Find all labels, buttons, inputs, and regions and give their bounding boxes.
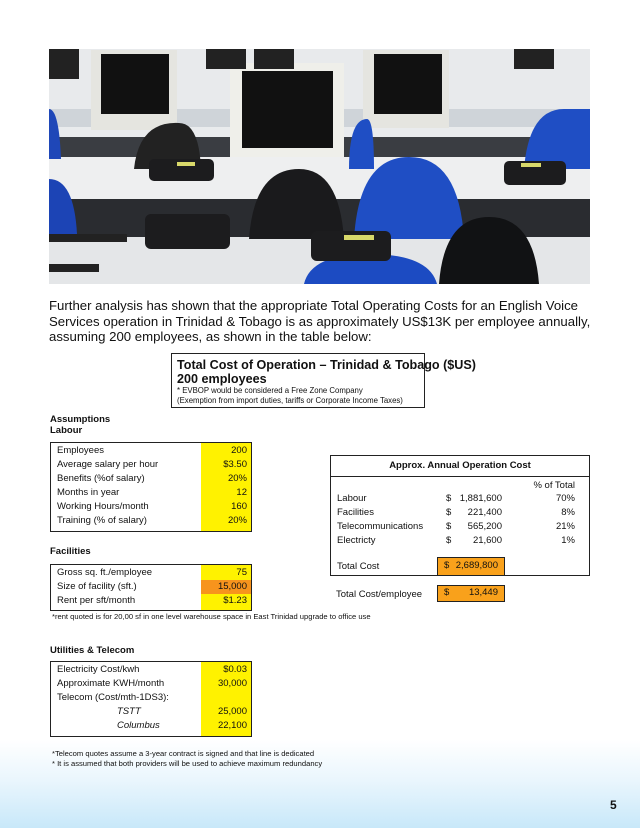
employee-count-subtitle: 200 employees — [177, 372, 267, 386]
per-employee-box — [437, 585, 505, 602]
cost-value: 565,200 — [467, 521, 502, 532]
row-label: Electricity Cost/kwh — [57, 664, 140, 675]
cost-title: Total Cost of Operation – Trinidad & Tobago ($US) — [177, 358, 476, 372]
table-row — [51, 472, 251, 486]
cost-title-box — [171, 353, 476, 408]
currency-symbol: $ — [446, 507, 452, 518]
facilities-table — [50, 564, 252, 611]
table-row — [51, 663, 251, 677]
telecom-note: *Telecom quotes assume a 3-year contract is signed and that line is dedicated — [52, 749, 315, 758]
currency-symbol: $ — [444, 587, 450, 598]
row-value: 160 — [231, 501, 247, 512]
assumptions-heading: Assumptions — [50, 414, 111, 425]
table-row — [51, 594, 251, 608]
row-value: 12 — [236, 487, 247, 498]
exemption-note: (Exemption from import duties, tariffs or Corporate Income Taxes) — [177, 396, 403, 405]
cost-pct: 70% — [555, 493, 575, 504]
cost-pct: 1% — [561, 535, 575, 546]
row-value: 200 — [231, 445, 247, 456]
row-value: $0.03 — [223, 664, 247, 675]
table-row — [51, 444, 251, 458]
free-zone-note: * EVBOP would be considered a Free Zone Company — [177, 386, 363, 395]
row-label: Telecom (Cost/mth-1DS3): — [57, 692, 169, 703]
row-value: 30,000 — [217, 678, 247, 689]
rent-note: *rent quoted is for 20,00 sf in one level warehouse space in East Trinidad upgrade to office use — [52, 612, 371, 621]
pct-header-row — [331, 479, 589, 493]
total-cost-value: 2,689,800 — [455, 560, 498, 571]
row-label: Months in year — [57, 487, 120, 498]
row-label: Gross sq. ft./employee — [57, 567, 153, 578]
labour-heading: Labour — [50, 425, 83, 436]
cost-label: Electricty — [337, 535, 376, 546]
cost-value: 21,600 — [472, 535, 502, 546]
currency-symbol: $ — [446, 521, 452, 532]
row-label: Approximate KWH/month — [57, 678, 165, 689]
row-label: Average salary per hour — [57, 459, 159, 470]
row-label: Rent per sft/month — [57, 595, 136, 606]
facilities-heading: Facilities — [50, 546, 91, 557]
per-employee-label: Total Cost/employee — [336, 589, 423, 600]
total-cost-box — [437, 557, 505, 576]
table-row — [51, 500, 251, 514]
table-row — [51, 486, 251, 500]
intro-paragraph: Further analysis has shown that the appropriate Total Operating Costs for an English Voice Services operation in Trinidad & Tobago is as approximately US$13K per employee annually, assuming 200 employees, as shown in the table below: — [49, 298, 591, 344]
currency-symbol: $ — [446, 493, 452, 504]
row-value: $1.23 — [223, 595, 247, 606]
table-row — [331, 534, 589, 548]
cost-pct: 21% — [555, 521, 575, 532]
row-label: Columbus — [117, 720, 160, 731]
per-employee-value: 13,449 — [468, 587, 498, 598]
row-label: Working Hours/month — [57, 501, 149, 512]
table-row — [51, 566, 251, 580]
row-label: Employees — [57, 445, 104, 456]
labour-table — [50, 442, 252, 532]
table-row — [51, 677, 251, 691]
redundancy-note: * It is assumed that both providers will be used to achieve maximum redundancy — [52, 759, 323, 768]
utilities-heading: Utilities & Telecom — [50, 645, 135, 656]
cost-label: Labour — [337, 493, 367, 504]
utilities-table — [50, 661, 252, 737]
row-value: 20% — [227, 473, 247, 484]
row-label: Training (% of salary) — [57, 515, 147, 526]
cost-pct: 8% — [561, 507, 575, 518]
annual-cost-heading: Approx. Annual Operation Cost — [331, 456, 589, 477]
table-row — [331, 520, 589, 534]
row-value: 75 — [236, 567, 247, 578]
table-row — [331, 506, 589, 520]
table-row — [51, 514, 251, 528]
office-photo — [49, 49, 590, 284]
currency-symbol: $ — [446, 535, 452, 546]
total-cost-label: Total Cost — [337, 561, 380, 572]
row-value: $3.50 — [223, 459, 247, 470]
row-value: 25,000 — [217, 706, 247, 717]
page-number: 5 — [610, 798, 617, 812]
row-label: Size of facility (sft.) — [57, 581, 137, 592]
call-center-image — [49, 49, 590, 284]
currency-symbol: $ — [444, 560, 450, 571]
table-row — [331, 492, 589, 506]
cost-value: 221,400 — [467, 507, 502, 518]
table-row — [51, 719, 251, 733]
table-row — [51, 691, 251, 705]
cost-label: Telecommunications — [337, 521, 424, 532]
pct-header: % of Total — [533, 480, 575, 491]
row-value: 15,000 — [217, 581, 247, 592]
table-row — [51, 580, 251, 594]
cost-label: Facilities — [337, 507, 374, 518]
row-label: TSTT — [117, 706, 141, 717]
table-row — [51, 458, 251, 472]
row-label: Benefits (%of salary) — [57, 473, 145, 484]
cost-value: 1,881,600 — [459, 493, 502, 504]
table-row — [51, 705, 251, 719]
row-value: 22,100 — [217, 720, 247, 731]
row-value: 20% — [227, 515, 247, 526]
